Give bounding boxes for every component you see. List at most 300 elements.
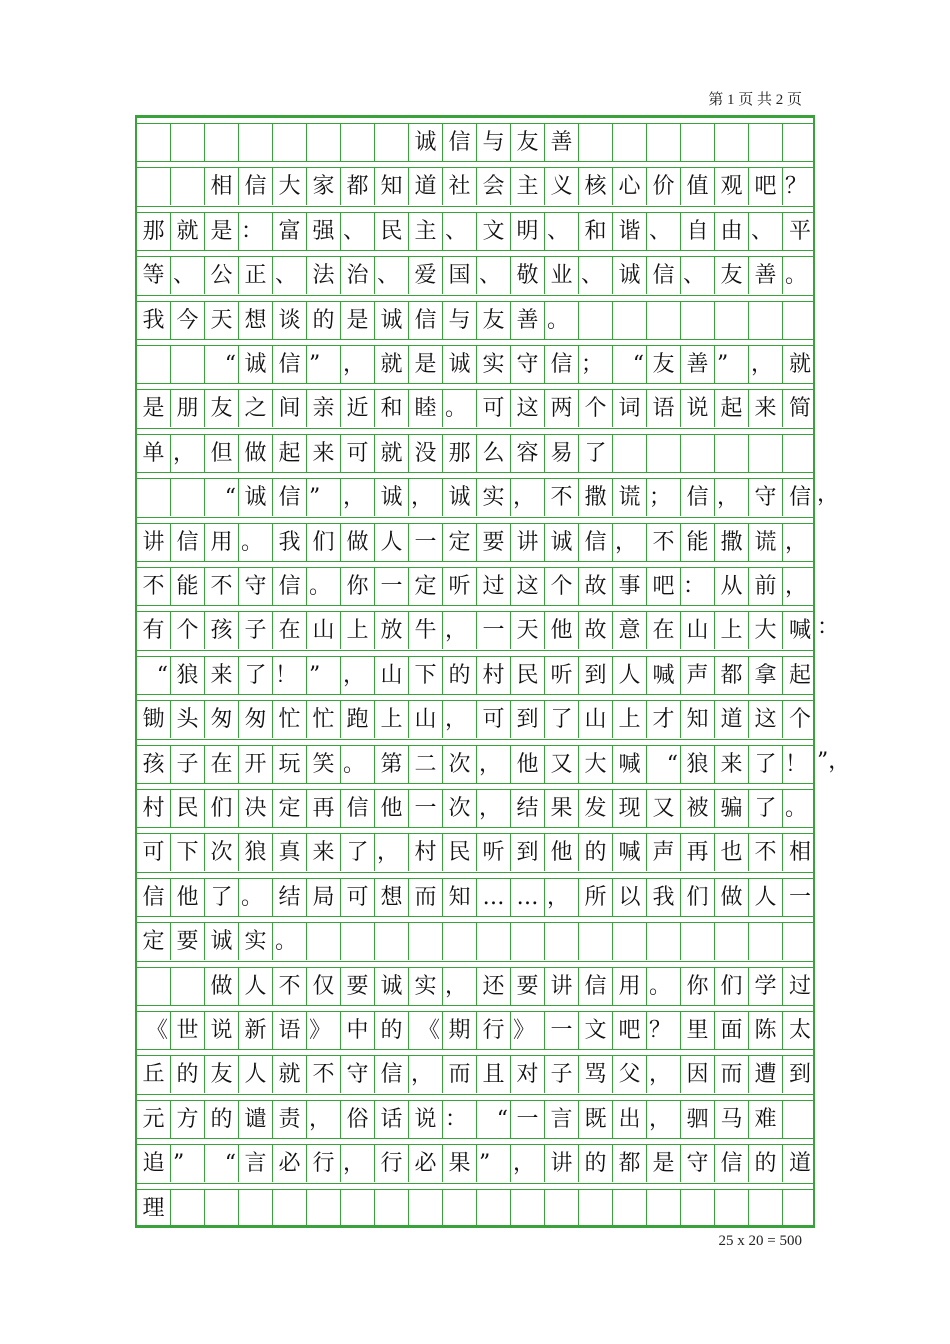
grid-cell: 孩 [137, 746, 171, 783]
grid-cell [613, 302, 647, 339]
grid-row [137, 168, 813, 205]
grid-cell: 容 [511, 435, 545, 472]
grid-cell [613, 923, 647, 960]
grid-cell: 放 [375, 612, 409, 649]
grid-cell: 又 [545, 746, 579, 783]
grid-cell: 不 [749, 834, 783, 871]
grid-cell [409, 1190, 443, 1227]
grid-cell: 因 [681, 1056, 715, 1093]
grid-cell: 朋 [171, 390, 205, 427]
grid-cell [443, 1190, 477, 1227]
grid-cell: 言 [239, 1145, 273, 1182]
row-separator [137, 117, 813, 124]
grid-cell: 信 [341, 790, 375, 827]
grid-cell: 而 [409, 879, 443, 916]
grid-cell: “ [205, 479, 239, 516]
grid-cell: 既 [579, 1101, 613, 1138]
grid-cell [647, 923, 681, 960]
grid-cell: 了 [341, 834, 375, 871]
grid-cell: 诚 [375, 302, 409, 339]
grid-cell: ， [749, 346, 783, 383]
grid-cell: 上 [715, 612, 749, 649]
grid-cell: 守 [511, 346, 545, 383]
grid-cell: 定 [443, 524, 477, 561]
grid-cell [341, 923, 375, 960]
grid-cell: 价 [647, 168, 681, 205]
grid-cell: 。 [647, 968, 681, 1005]
grid-cell: 话 [375, 1101, 409, 1138]
grid-cell: 语 [273, 1012, 307, 1049]
grid-cell [647, 1190, 681, 1227]
grid-cell: 都 [341, 168, 375, 205]
row-separator [137, 517, 813, 524]
grid-cell: 起 [715, 390, 749, 427]
grid-cell: 你 [341, 568, 375, 605]
grid-cell: 追 [137, 1145, 171, 1182]
grid-cell: 里 [681, 1012, 715, 1049]
grid-cell: 信 [239, 168, 273, 205]
grid-cell: 不 [273, 968, 307, 1005]
grid-cell [375, 923, 409, 960]
grid-row [137, 746, 813, 783]
grid-cell: 言 [545, 1101, 579, 1138]
grid-cell: 上 [375, 701, 409, 738]
grid-cell: 的 [205, 1101, 239, 1138]
grid-cell: 我 [647, 879, 681, 916]
grid-cell: 过 [477, 568, 511, 605]
grid-cell: 山 [579, 701, 613, 738]
grid-cell: 村 [409, 834, 443, 871]
grid-cell [375, 124, 409, 161]
grid-cell: 而 [715, 1056, 749, 1093]
grid-row [137, 1056, 813, 1093]
grid-cell: 。 [307, 568, 341, 605]
row-separator [137, 1005, 813, 1012]
grid-cell: 们 [681, 879, 715, 916]
grid-cell [783, 923, 817, 960]
grid-cell: 诚 [613, 257, 647, 294]
grid-cell: 定 [273, 790, 307, 827]
grid-cell: 诚 [239, 479, 273, 516]
grid-cell: 他 [171, 879, 205, 916]
grid-cell: 忙 [273, 701, 307, 738]
grid-cell: 又 [647, 790, 681, 827]
grid-cell [171, 479, 205, 516]
grid-cell [307, 1190, 341, 1227]
grid-cell: 定 [137, 923, 171, 960]
grid-cell: 那 [137, 213, 171, 250]
grid-cell [171, 1190, 205, 1227]
grid-cell: 跑 [341, 701, 375, 738]
grid-cell [681, 923, 715, 960]
grid-cell [647, 124, 681, 161]
grid-cell: 讲 [545, 968, 579, 1005]
grid-cell: 了 [545, 701, 579, 738]
row-separator [137, 1138, 813, 1145]
grid-cell: 次 [443, 790, 477, 827]
grid-cell: 声 [647, 834, 681, 871]
grid-cell: 不 [307, 1056, 341, 1093]
overflow-punctuation: ， [817, 482, 840, 507]
grid-cell: 自 [681, 213, 715, 250]
grid-cell: 次 [205, 834, 239, 871]
grid-cell: 一 [788, 884, 811, 910]
grid-cell: 明 [511, 213, 545, 250]
grid-cell: 才 [647, 701, 681, 738]
grid-cell: 爱 [409, 257, 443, 294]
grid-cell: 文 [579, 1012, 613, 1049]
grid-cell: 都 [613, 1145, 647, 1182]
overflow-punctuation: ： [817, 615, 840, 640]
grid-cell: 能 [171, 568, 205, 605]
grid-cell: 值 [681, 168, 715, 205]
row-separator [137, 827, 813, 834]
grid-cell [375, 1190, 409, 1227]
grid-cell [715, 124, 749, 161]
grid-cell: 二 [409, 746, 443, 783]
grid-cell [137, 346, 171, 383]
grid-cell [307, 923, 341, 960]
grid-cell: 可 [477, 701, 511, 738]
grid-cell: 上 [341, 612, 375, 649]
row-separator [137, 1183, 813, 1190]
grid-cell: 他 [375, 790, 409, 827]
grid-cell: 陈 [749, 1012, 783, 1049]
grid-cell: 来 [715, 746, 749, 783]
grid-row [137, 612, 813, 649]
grid-cell [715, 923, 749, 960]
grid-cell: 和 [579, 213, 613, 250]
grid-cell: 是 [137, 390, 171, 427]
grid-cell: 责 [273, 1101, 307, 1138]
grid-cell: 一 [409, 524, 443, 561]
grid-cell: 撒 [579, 479, 613, 516]
grid-cell: 匆 [239, 701, 273, 738]
grid-cell [749, 1190, 783, 1227]
row-separator [137, 1094, 813, 1101]
grid-cell: 就 [375, 435, 409, 472]
row-separator [137, 1049, 813, 1056]
grid-cell: 要 [511, 968, 545, 1005]
grid-cell: “ [137, 657, 171, 694]
grid-cell: 匆 [205, 701, 239, 738]
grid-cell: ， [307, 1101, 341, 1138]
grid-cell [613, 435, 647, 472]
row-separator [137, 561, 813, 568]
grid-cell: 信 [137, 879, 171, 916]
grid-cell: 近 [341, 390, 375, 427]
grid-cell: 结 [273, 879, 307, 916]
grid-cell: 了 [239, 657, 273, 694]
grid-cell: ， [409, 479, 443, 516]
grid-cell: 要 [341, 968, 375, 1005]
grid-cell [715, 302, 749, 339]
grid-cell: 从 [715, 568, 749, 605]
grid-row [137, 257, 813, 294]
grid-row [137, 346, 813, 383]
grid-cell: 我 [273, 524, 307, 561]
grid-cell: 新 [239, 1012, 273, 1049]
grid-cell: 上 [613, 701, 647, 738]
grid-cell: 丘 [137, 1056, 171, 1093]
grid-cell: 事 [613, 568, 647, 605]
grid-cell [647, 302, 681, 339]
grid-cell [613, 1190, 647, 1227]
grid-cell [511, 923, 545, 960]
grid-cell: 的 [375, 1012, 409, 1049]
grid-cell: 撒 [715, 524, 749, 561]
grid-cell: 有 [137, 612, 171, 649]
grid-cell: 山 [375, 657, 409, 694]
grid-cell: ！ [785, 751, 808, 777]
grid-cell: 主 [511, 168, 545, 205]
grid-cell: ， [171, 435, 205, 472]
row-separator [137, 250, 813, 257]
grid-cell: 信 [579, 524, 613, 561]
grid-cell: 拿 [749, 657, 783, 694]
grid-cell: 可 [477, 390, 511, 427]
grid-cell: 第 [375, 746, 409, 783]
grid-cell: 。 [443, 390, 477, 427]
grid-cell: 这 [511, 568, 545, 605]
grid-cell [137, 479, 171, 516]
grid-cell: 个 [788, 706, 811, 732]
row-separator [137, 161, 813, 168]
grid-cell: 天 [205, 302, 239, 339]
grid-cell: 用 [613, 968, 647, 1005]
grid-cell: 他 [545, 834, 579, 871]
grid-cell: 一 [409, 790, 443, 827]
grid-cell: 两 [545, 390, 579, 427]
grid-cell [545, 1190, 579, 1227]
grid-cell: ， [511, 479, 545, 516]
grid-cell: ？ [785, 173, 808, 199]
grid-cell: 诚 [239, 346, 273, 383]
grid-cell: ： [239, 213, 273, 250]
grid-cell: 世 [171, 1012, 205, 1049]
grid-cell: ， [715, 479, 749, 516]
grid-cell: 大 [273, 168, 307, 205]
grid-cell: 谐 [613, 213, 647, 250]
grid-cell: 难 [749, 1101, 783, 1138]
grid-cell: 学 [749, 968, 783, 1005]
grid-cell: 强 [307, 213, 341, 250]
grid-cell [715, 1190, 749, 1227]
grid-cell: 驷 [681, 1101, 715, 1138]
grid-cell: 是 [341, 302, 375, 339]
grid-cell [137, 968, 171, 1005]
grid-cell: 起 [273, 435, 307, 472]
grid-cell: 守 [239, 568, 273, 605]
grid-cell: 可 [341, 435, 375, 472]
grid-cell: 骗 [715, 790, 749, 827]
grid-cell: 友 [647, 346, 681, 383]
grid-cell: 现 [613, 790, 647, 827]
grid-row [137, 879, 813, 916]
grid-cell: 一 [477, 612, 511, 649]
grid-cell: 善 [749, 257, 783, 294]
grid-cell: 信 [788, 484, 811, 510]
grid-cell: 讲 [137, 524, 171, 561]
grid-cell: “ [477, 1101, 511, 1138]
grid-cell: 义 [545, 168, 579, 205]
grid-cell: 不 [205, 568, 239, 605]
grid-cell [749, 302, 783, 339]
grid-cell: 守 [681, 1145, 715, 1182]
row-separator [137, 339, 813, 346]
grid-cell: 在 [205, 746, 239, 783]
grid-cell: 果 [545, 790, 579, 827]
grid-cell: 《 [137, 1012, 171, 1049]
row-separator [137, 1225, 813, 1230]
grid-cell: 能 [681, 524, 715, 561]
row-separator [137, 694, 813, 701]
grid-cell: ， [477, 746, 511, 783]
grid-cell: 这 [511, 390, 545, 427]
grid-cell: ” [171, 1145, 205, 1182]
grid-cell [307, 124, 341, 161]
grid-cell: 天 [511, 612, 545, 649]
grid-cell: “ [613, 346, 647, 383]
grid-cell: ； [579, 346, 613, 383]
grid-cell: 大 [579, 746, 613, 783]
grid-cell: 道 [409, 168, 443, 205]
grid-cell: 实 [477, 346, 511, 383]
grid-cell: 守 [341, 1056, 375, 1093]
grid-cell: ， [647, 1056, 681, 1093]
grid-cell: 》 [307, 1012, 341, 1049]
grid-cell: 大 [749, 612, 783, 649]
grid-cell: 信 [545, 346, 579, 383]
grid-cell: ： [681, 568, 715, 605]
grid-row [137, 435, 813, 472]
row-separator [137, 383, 813, 390]
grid-cell: ， [409, 1056, 443, 1093]
grid-cell: 笑 [307, 746, 341, 783]
grid-cell: 信 [273, 568, 307, 605]
grid-cell [273, 124, 307, 161]
grid-cell: 敬 [511, 257, 545, 294]
grid-cell: 。 [273, 923, 307, 960]
grid-cell: 他 [545, 612, 579, 649]
grid-cell: 是 [205, 213, 239, 250]
grid-cell: 信 [409, 302, 443, 339]
grid-cell: 友 [715, 257, 749, 294]
grid-cell: 睦 [409, 390, 443, 427]
grid-cell: 到 [579, 657, 613, 694]
grid-cell [647, 435, 681, 472]
grid-cell: 》 [511, 1012, 545, 1049]
grid-cell: 俗 [341, 1101, 375, 1138]
grid-cell: 子 [239, 612, 273, 649]
grid-cell [579, 923, 613, 960]
grid-cell: ， [341, 479, 375, 516]
grid-cell: 必 [273, 1145, 307, 1182]
grid-cell: 狼 [681, 746, 715, 783]
grid-cell: 会 [477, 168, 511, 205]
grid-cell: 道 [788, 1150, 811, 1176]
grid-cell: 观 [715, 168, 749, 205]
grid-cell: 下 [171, 834, 205, 871]
row-separator [137, 428, 813, 435]
grid-cell: 家 [307, 168, 341, 205]
grid-cell: 就 [788, 351, 811, 377]
grid-cell: 玩 [273, 746, 307, 783]
grid-cell: 再 [681, 834, 715, 871]
grid-cell [783, 302, 817, 339]
grid-cell: “ [205, 1145, 239, 1182]
grid-cell: 开 [239, 746, 273, 783]
grid-cell [681, 1190, 715, 1227]
grid-cell: 与 [477, 124, 511, 161]
grid-cell: 就 [171, 213, 205, 250]
grid-cell: ” [715, 346, 749, 383]
grid-cell: 知 [681, 701, 715, 738]
grid-cell: 出 [613, 1101, 647, 1138]
grid-cell: ！ [273, 657, 307, 694]
row-separator [137, 605, 813, 612]
grid-cell: 。 [785, 795, 808, 821]
grid-cell [749, 923, 783, 960]
grid-row [137, 1012, 813, 1049]
grid-cell: 理 [137, 1190, 171, 1227]
grid-cell: 声 [681, 657, 715, 694]
grid-cell: 牛 [409, 612, 443, 649]
grid-cell [239, 1190, 273, 1227]
grid-cell: 不 [545, 479, 579, 516]
grid-cell: 就 [273, 1056, 307, 1093]
grid-cell: 治 [341, 257, 375, 294]
grid-cell: 一 [375, 568, 409, 605]
grid-cell: 、 [647, 213, 681, 250]
grid-cell: 实 [477, 479, 511, 516]
grid-cell: 单 [137, 435, 171, 472]
grid-cell [783, 435, 817, 472]
grid-cell: 在 [647, 612, 681, 649]
manuscript-grid [135, 115, 815, 1228]
grid-cell: 信 [681, 479, 715, 516]
grid-cell: 诚 [409, 124, 443, 161]
grid-cell: 发 [579, 790, 613, 827]
grid-cell: 方 [171, 1101, 205, 1138]
grid-cell: 文 [477, 213, 511, 250]
grid-cell: 词 [613, 390, 647, 427]
grid-cell: 、 [443, 213, 477, 250]
grid-cell: ， [443, 701, 477, 738]
grid-cell: 吧 [647, 568, 681, 605]
grid-row [137, 213, 813, 250]
grid-cell: 友 [205, 390, 239, 427]
grid-cell: 人 [613, 657, 647, 694]
grid-cell: 讲 [545, 1145, 579, 1182]
grid-row [137, 968, 813, 1005]
grid-cell: 喊 [647, 657, 681, 694]
grid-cell: 面 [715, 1012, 749, 1049]
grid-cell: 且 [477, 1056, 511, 1093]
grid-cell: 法 [307, 257, 341, 294]
grid-cell: 诚 [205, 923, 239, 960]
grid-cell: 起 [788, 662, 811, 688]
grid-cell: 。 [785, 262, 808, 288]
grid-cell: 、 [341, 213, 375, 250]
grid-cell [205, 124, 239, 161]
row-separator [137, 472, 813, 479]
grid-cell: 。 [239, 524, 273, 561]
grid-cell: 人 [375, 524, 409, 561]
grid-cell: 正 [239, 257, 273, 294]
grid-cell [341, 1190, 375, 1227]
grid-cell: 行 [477, 1012, 511, 1049]
